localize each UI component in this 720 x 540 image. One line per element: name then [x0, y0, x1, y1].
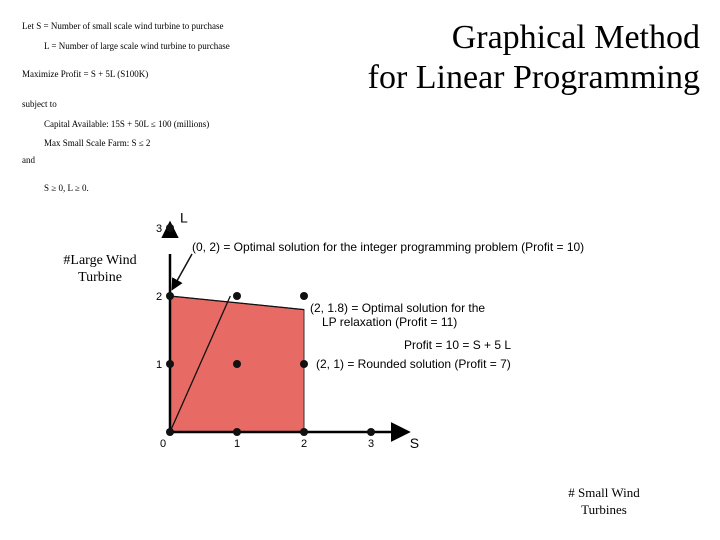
y-axis-label: L: [180, 209, 188, 226]
x-axis-label: S: [409, 435, 420, 451]
x-axis-title-line-1: # Small Wind: [568, 485, 640, 500]
x-axis-title: [553, 484, 655, 518]
annotation-rounded: (2, 1) = Rounded solution (Profit = 7): [316, 357, 511, 371]
lattice-point: [166, 292, 174, 300]
title-line-1: Graphical Method: [451, 19, 700, 56]
lattice-point: [166, 224, 174, 232]
annotation-profit-line: Profit = 10 = S + 5 L: [404, 338, 512, 352]
title-line-2: for Linear Programming: [367, 59, 700, 96]
annotation-integer-optimum: (0, 2) = Optimal solution for the integer programming problem (Profit = 10): [192, 240, 585, 254]
y-axis-title-line-1: #Large Wind: [63, 253, 137, 268]
lattice-point: [300, 292, 308, 300]
annotation-lp-line-1: (2, 1.8) = Optimal solution for the: [310, 301, 486, 315]
lattice-point: [166, 360, 174, 368]
lattice-point: [233, 292, 241, 300]
objective-function: Maximize Profit = S + 5L (S100K): [22, 69, 149, 79]
capital-constraint: Capital Available: 15S + 50L ≤ 100 (millions): [44, 119, 210, 129]
y-axis-title-line-2: Turbine: [78, 270, 122, 285]
x-tick-label: 1: [234, 438, 241, 450]
lattice-point: [233, 428, 241, 436]
and-label: and: [22, 155, 35, 165]
subject-to-label: subject to: [22, 99, 57, 109]
y-tick-label: 3: [156, 223, 163, 235]
lattice-point: [300, 428, 308, 436]
y-tick-label: 2: [156, 291, 163, 303]
x-tick-label: 0: [160, 438, 167, 450]
let-s-definition: Let S = Number of small scale wind turbine to purchase: [22, 21, 224, 31]
x-tick-label: 2: [301, 438, 308, 450]
let-l-definition: L = Number of large scale wind turbine to purchase: [44, 41, 230, 51]
annotation-lp-line-2: LP relaxation (Profit = 11): [322, 315, 458, 329]
annotation-integer-arrow: [173, 254, 192, 288]
x-tick-label: 3: [368, 438, 375, 450]
lattice-point: [233, 360, 241, 368]
lattice-point: [300, 360, 308, 368]
lattice-point: [367, 428, 375, 436]
nonnegativity-constraint: S ≥ 0, L ≥ 0.: [44, 183, 89, 193]
max-small-constraint: Max Small Scale Farm: S ≤ 2: [44, 138, 151, 148]
y-tick-label: 1: [156, 359, 163, 371]
y-axis-title: [52, 252, 148, 286]
x-axis-title-line-2: Turbines: [581, 502, 627, 517]
lattice-point: [166, 428, 174, 436]
